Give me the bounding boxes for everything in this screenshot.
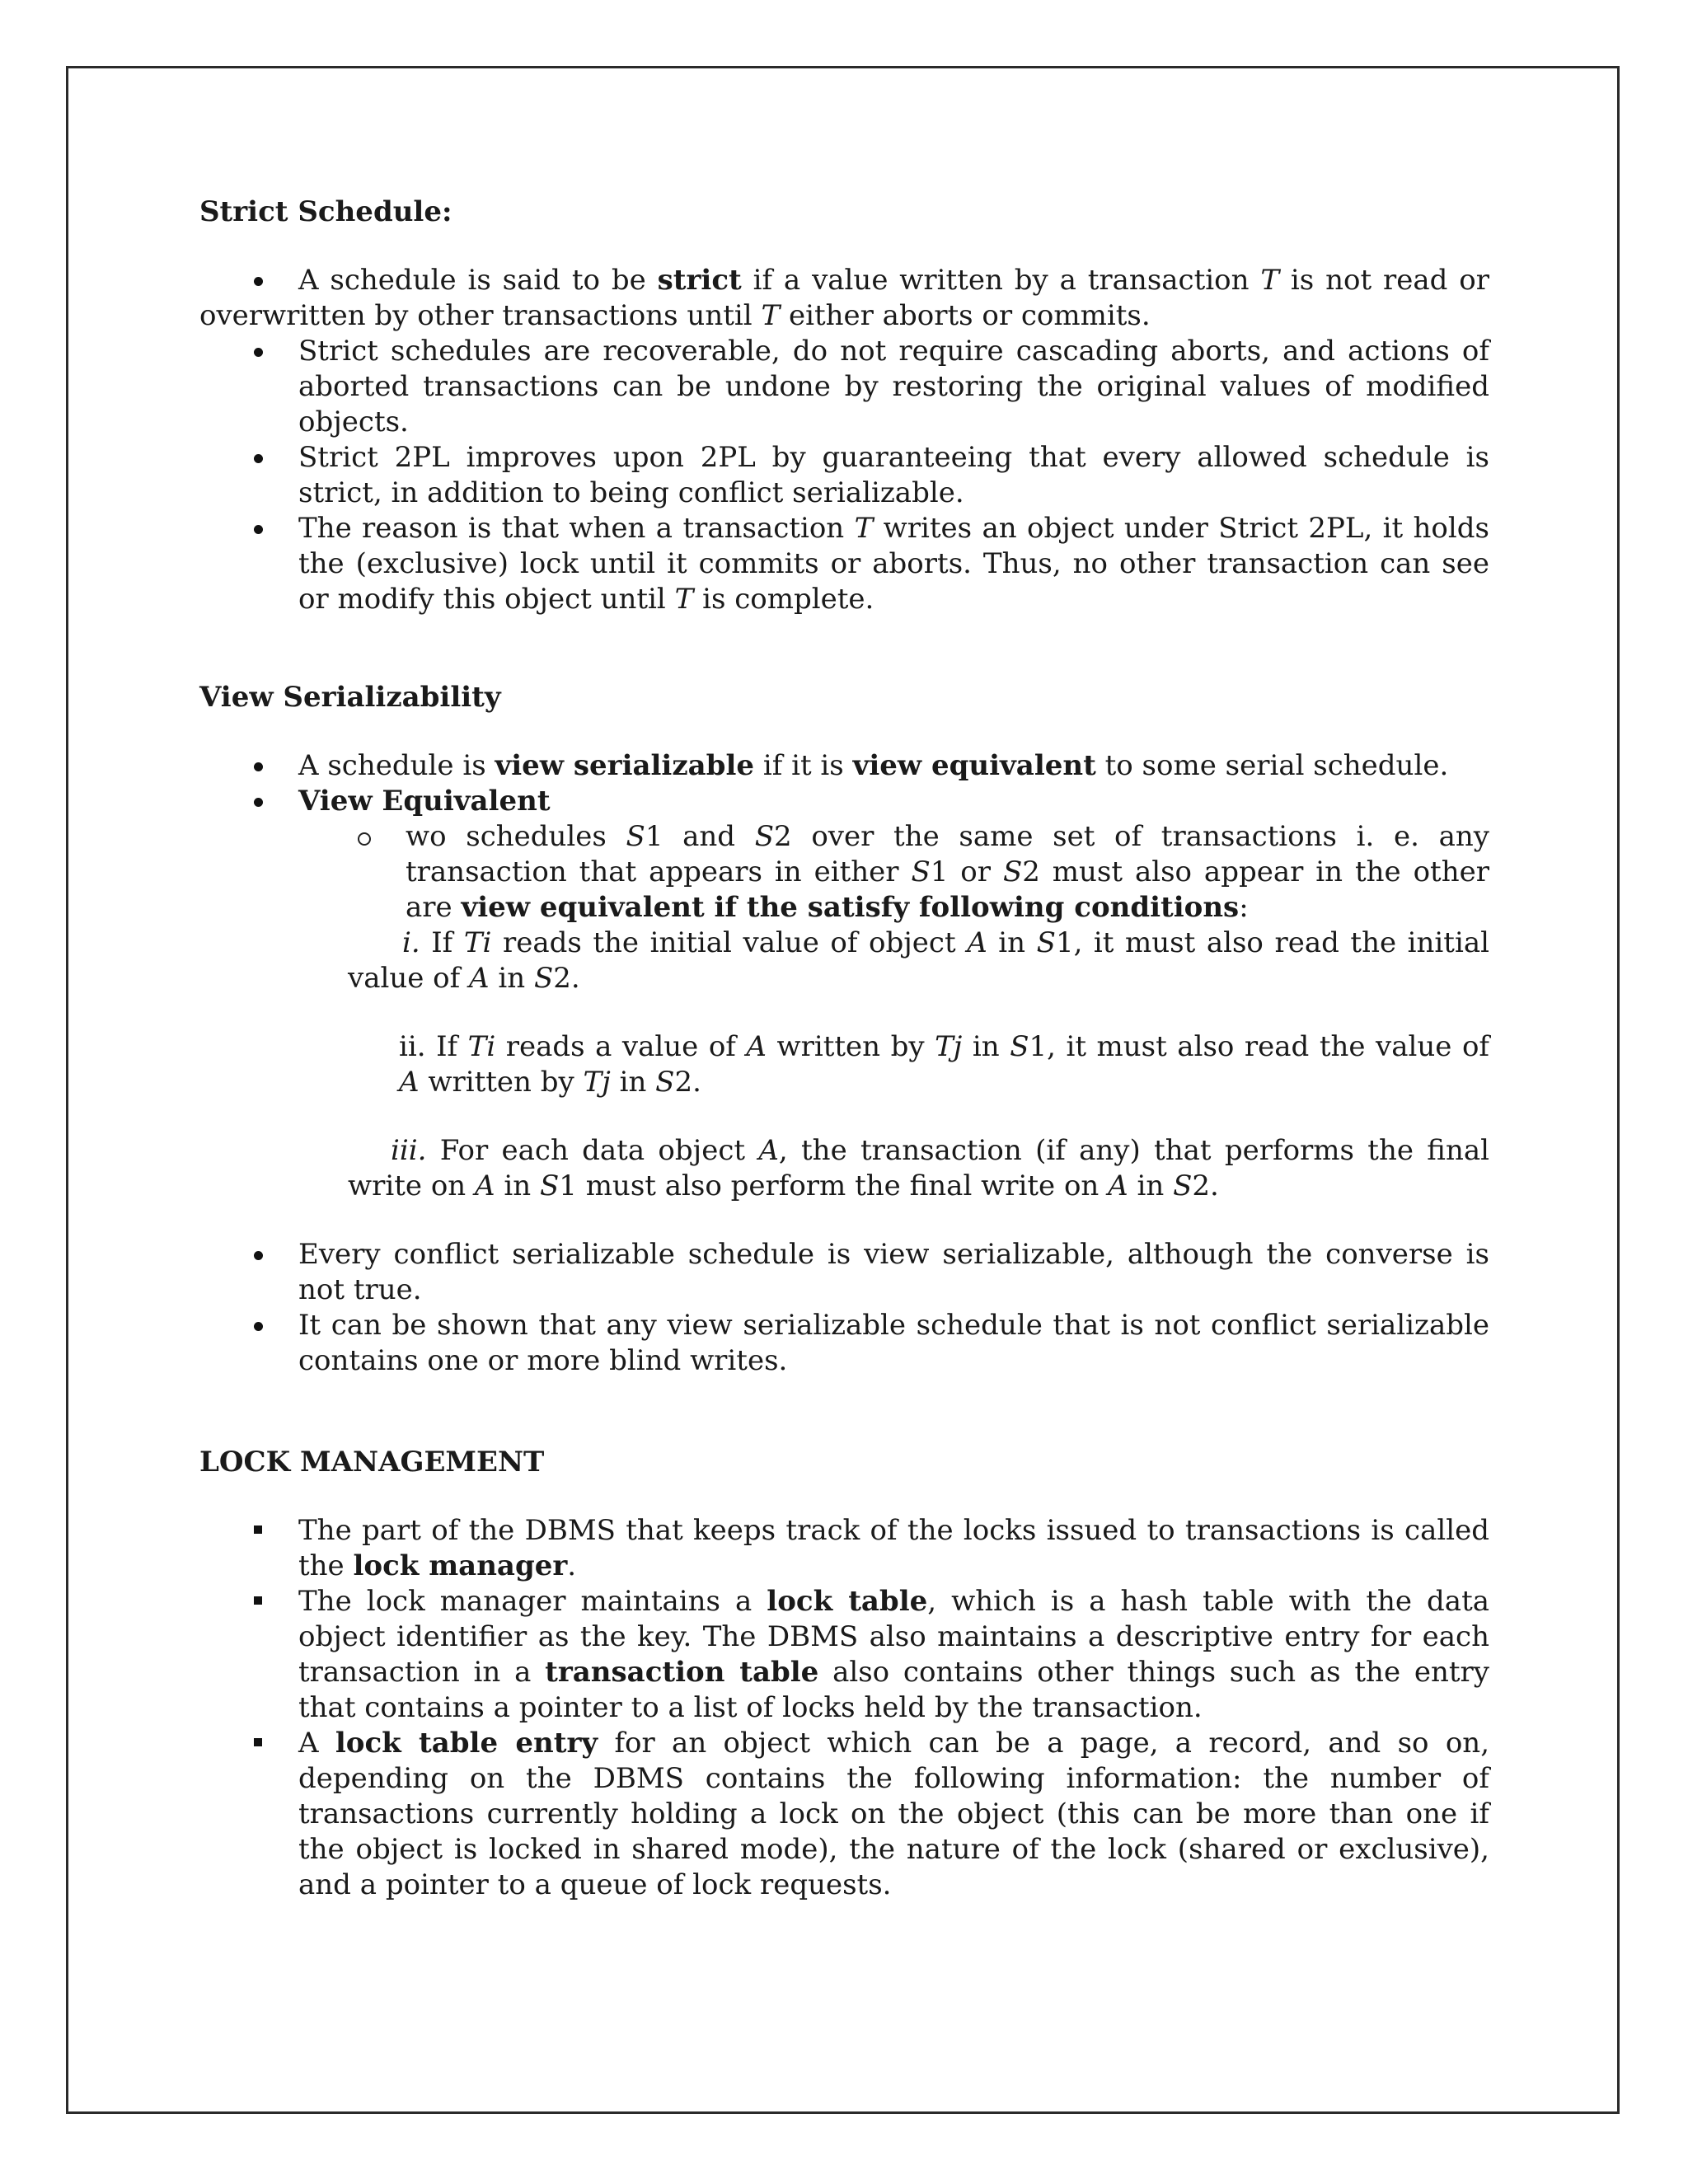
strict-schedule-list: [199, 263, 1489, 617]
view-serializability-heading: View Serializability: [199, 681, 501, 714]
lock-management-heading: LOCK MANAGEMENT: [199, 1446, 545, 1479]
list-item: [199, 334, 1489, 440]
list-item: [199, 748, 1489, 784]
circle-bullet-icon: [356, 819, 381, 852]
list-item-text: The part of the DBMS that keeps track of the locks issued to transactions is called the lock manager.: [298, 1514, 1489, 1582]
list-item-text: It can be shown that any view serializable schedule that is not conflict serializable contains one or more blind writes.: [298, 1309, 1489, 1377]
list-item-text: Strict schedules are recoverable, do not require cascading aborts, and actions of aborted transactions can be undone by restoring the original values of modified objects.: [298, 335, 1489, 438]
list-item: [199, 1237, 1489, 1308]
strict-schedule-section: [199, 194, 1489, 617]
list-item-text: Strict 2PL improves upon 2PL by guaranteeing that every allowed schedule is strict, in addition to being conflict serializable.: [298, 441, 1489, 509]
list-item: [199, 263, 1489, 334]
list-item-text: A schedule is said to be strict if a value written by a transaction T is not read or overwritten by other transactions until T either aborts or commits.: [199, 264, 1490, 332]
list-item: [199, 1513, 1489, 1584]
list-item: [199, 1308, 1489, 1379]
list-item: [199, 1584, 1489, 1726]
list-item-text: The lock manager maintains a lock table, which is a hash table with the data object identifier as the key. The DBMS also maintains a descriptive entry for each transaction in a transaction table also contains other things such as the entry that contains a pointer to a list of locks held by the transaction.: [298, 1585, 1490, 1724]
condition-text: iii. For each data object A, the transaction (if any) that performs the final write on A in S1 must also perform the final write on A in S2.: [348, 1134, 1489, 1202]
list-item: [199, 1726, 1489, 1903]
list-item-text: The reason is that when a transaction T writes an object under Strict 2PL, it holds the (exclusive) lock until it commits or aborts. Thus, no other transaction can see or modify this object until T is complete.: [298, 512, 1489, 616]
view-serializability-notes: [199, 1237, 1489, 1379]
condition-i: [348, 926, 1489, 996]
list-item: [199, 440, 1489, 511]
list-item-text: A schedule is view serializable if it is view equivalent to some serial schedule.: [298, 749, 1449, 782]
view-equivalent-label: View Equivalent: [298, 785, 551, 818]
view-equivalent-definition: [356, 819, 1489, 926]
lock-management-list: [199, 1513, 1489, 1903]
condition-iii: [348, 1133, 1489, 1204]
document-body: [199, 194, 1489, 1903]
list-item-text: A lock table entry for an object which can be a page, a record, and so on, depending on the DBMS contains the following information: the number of transactions currently holding a lock on the object (this can be more than one if the object is locked in shared mode), the nature of the lock (shared or exclusive), and a pointer to a queue of lock requests.: [298, 1727, 1489, 1901]
view-serializability-section: [199, 680, 1489, 1379]
lock-management-section: [199, 1445, 1489, 1903]
strict-schedule-heading: Strict Schedule:: [199, 195, 452, 228]
definition-text: wo schedules S1 and S2 over the same set of transactions i. e. any transaction that appears in either S1 or S2 must also appear in the other are view equivalent if the satisfy following conditions:: [406, 820, 1489, 924]
condition-text: ii. If Ti reads a value of A written by Tj in S1, it must also read the value of A written by Tj in S2.: [399, 1030, 1489, 1099]
condition-ii: [399, 1029, 1489, 1100]
list-item: [199, 784, 1489, 819]
condition-text: i. If Ti reads the initial value of object A in S1, it must also read the initial value of A in S2.: [348, 926, 1489, 995]
list-item: [199, 511, 1489, 617]
view-serializability-list: [199, 748, 1489, 819]
list-item-text: Every conflict serializable schedule is view serializable, although the converse is not true.: [298, 1238, 1489, 1306]
